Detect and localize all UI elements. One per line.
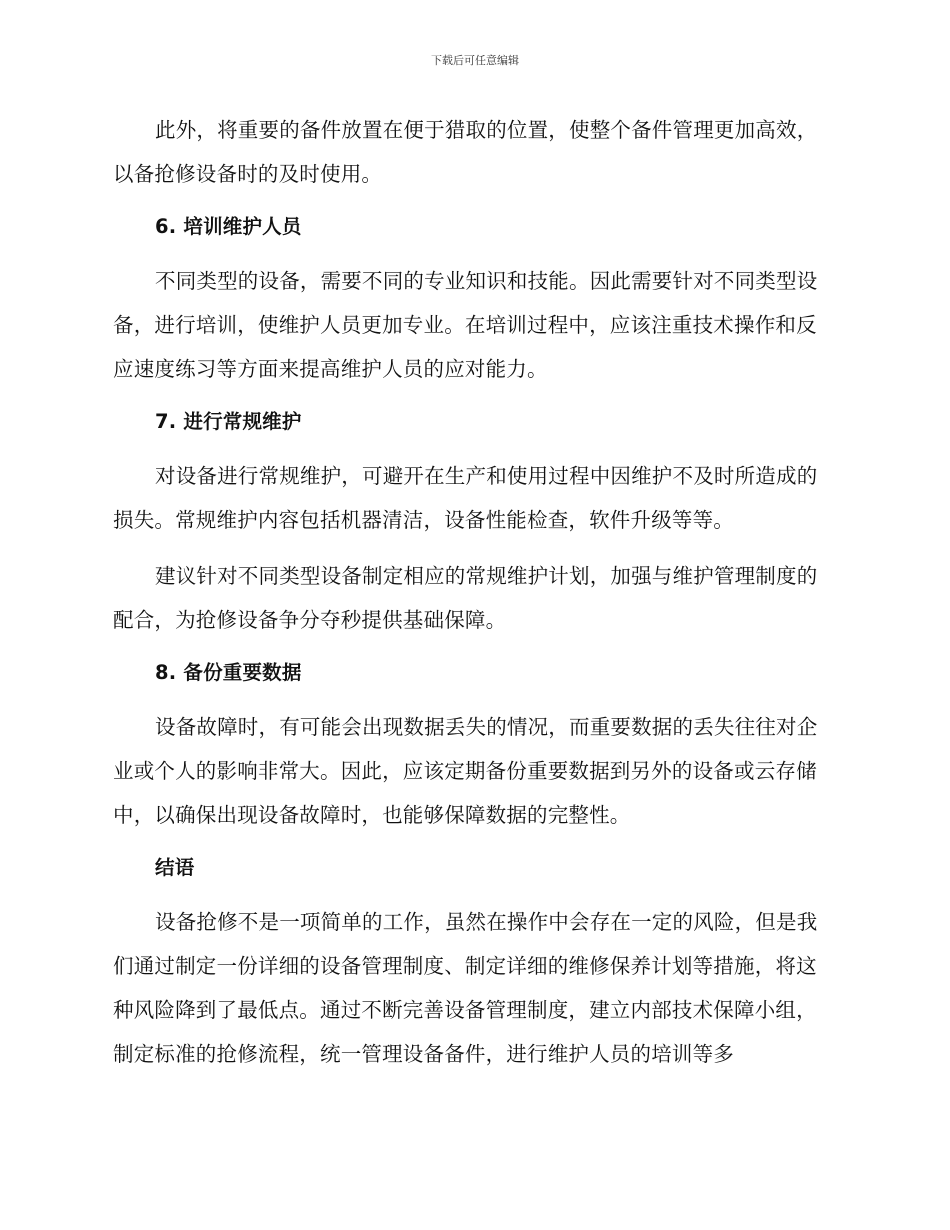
heading-conclusion: 结语 [155, 856, 195, 879]
page-header-note: 下载后可任意编辑 [431, 54, 519, 67]
paragraph-train-staff: 不同类型的设备，需要不同的专业知识和技能。因此需要针对不同类型设备，进行培训，使维护人员更加专业。在培训过程中，应该注重技术操作和反应速度练习等方面来提高维护人员的应对能力。 [113, 269, 818, 381]
heading-backup-data: 8. 备份重要数据 [155, 661, 302, 684]
paragraph-maintenance-plan: 建议针对不同类型设备制定相应的常规维护计划，加强与维护管理制度的配合，为抢修设备争分夺秒提供基础保障。 [113, 564, 818, 632]
paragraph-routine-maintenance: 对设备进行常规维护，可避开在生产和使用过程中因维护不及时所造成的损失。常规维护内容包括机器清洁，设备性能检查，软件升级等等。 [113, 464, 818, 532]
paragraph-backup-data: 设备故障时，有可能会出现数据丢失的情况，而重要数据的丢失往往对企业或个人的影响非常大。因此，应该定期备份重要数据到另外的设备或云存储中，以确保出现设备故障时，也能够保障数据的完整性。 [113, 715, 818, 827]
paragraph-spare-parts: 此外，将重要的备件放置在便于猎取的位置，使整个备件管理更加高效，以备抢修设备时的及时使用。 [113, 118, 818, 186]
document-body [113, 108, 833, 1076]
heading-train-staff: 6. 培训维护人员 [155, 215, 302, 238]
heading-routine-maintenance: 7. 进行常规维护 [155, 410, 302, 433]
paragraph-conclusion: 设备抢修不是一项简单的工作，虽然在操作中会存在一定的风险，但是我们通过制定一份详细的设备管理制度、制定详细的维修保养计划等措施，将这种风险降到了最低点。通过不断完善设备管理制度，建立内部技术保障小组，制定标准的抢修流程，统一管理设备备件，进行维护人员的培训等多 [113, 910, 818, 1066]
